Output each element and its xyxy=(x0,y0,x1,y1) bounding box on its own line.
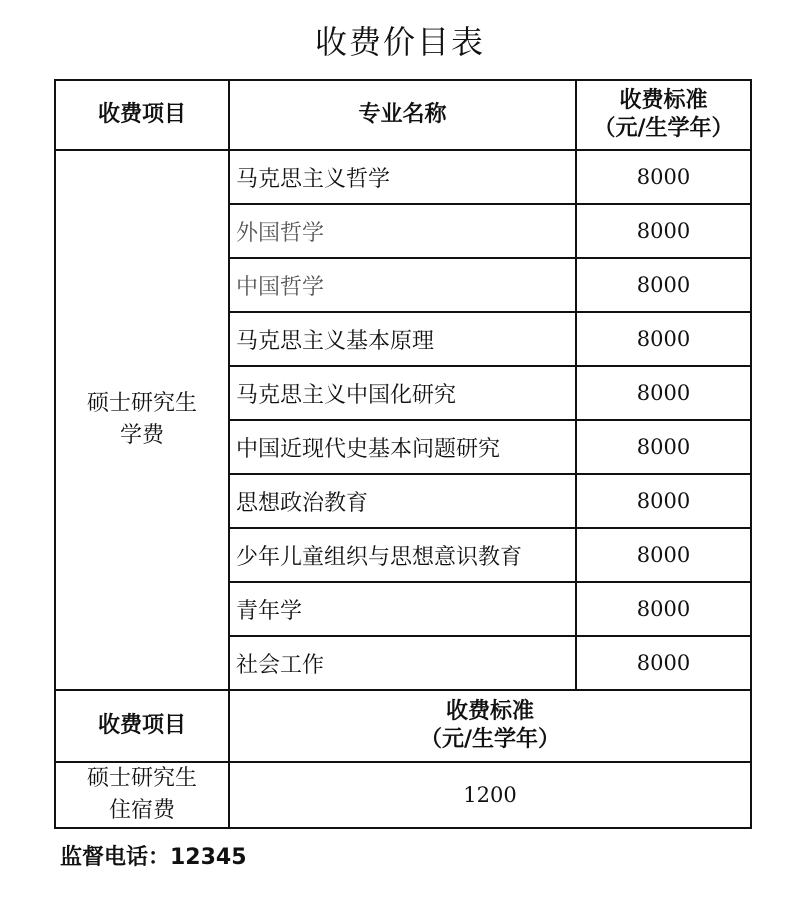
price-cell: 8000 xyxy=(576,474,751,528)
major-name: 马克思主义哲学 xyxy=(229,150,576,204)
tuition-category-line2: 学费 xyxy=(119,423,164,448)
price-cell: 8000 xyxy=(576,636,751,690)
major-name: 社会工作 xyxy=(229,636,576,690)
table-header-row xyxy=(55,80,751,150)
dorm-header-standard-line2: （元/生学年） xyxy=(419,727,561,752)
price-cell: 8000 xyxy=(576,582,751,636)
table-row xyxy=(55,150,751,204)
dorm-price: 1200 xyxy=(229,762,751,828)
major-name: 青年学 xyxy=(229,582,576,636)
price-cell: 8000 xyxy=(576,312,751,366)
tuition-category-line1: 硕士研究生 xyxy=(86,391,197,416)
dorm-header-standard-line1: 收费标准 xyxy=(445,699,534,724)
dorm-row xyxy=(55,762,751,828)
major-name: 马克思主义中国化研究 xyxy=(229,366,576,420)
supervision-hotline: 监督电话：12345 xyxy=(60,845,247,870)
dorm-category-line1: 硕士研究生 xyxy=(86,766,197,791)
major-name: 中国近现代史基本问题研究 xyxy=(229,420,576,474)
price-cell: 8000 xyxy=(576,420,751,474)
price-cell: 8000 xyxy=(576,150,751,204)
major-name: 思想政治教育 xyxy=(229,474,576,528)
header-major: 专业名称 xyxy=(229,80,576,150)
tuition-category xyxy=(55,150,229,690)
header-item: 收费项目 xyxy=(55,80,229,150)
price-cell: 8000 xyxy=(576,258,751,312)
dorm-header-row xyxy=(55,690,751,762)
dorm-header-item: 收费项目 xyxy=(55,690,229,762)
price-cell: 8000 xyxy=(576,366,751,420)
header-standard xyxy=(576,80,751,150)
price-cell: 8000 xyxy=(576,528,751,582)
dorm-category xyxy=(55,762,229,828)
major-name: 少年儿童组织与思想意识教育 xyxy=(229,528,576,582)
header-standard-line1: 收费标准 xyxy=(619,88,708,113)
fee-table xyxy=(54,79,752,829)
dorm-header-standard xyxy=(229,690,751,762)
major-name: 中国哲学 xyxy=(229,258,576,312)
major-name: 外国哲学 xyxy=(229,204,576,258)
page-title: 收费价目表 xyxy=(314,23,485,61)
price-cell: 8000 xyxy=(576,204,751,258)
header-standard-line2: （元/生学年） xyxy=(593,116,734,141)
dorm-category-line2: 住宿费 xyxy=(108,798,175,823)
major-name: 马克思主义基本原理 xyxy=(229,312,576,366)
